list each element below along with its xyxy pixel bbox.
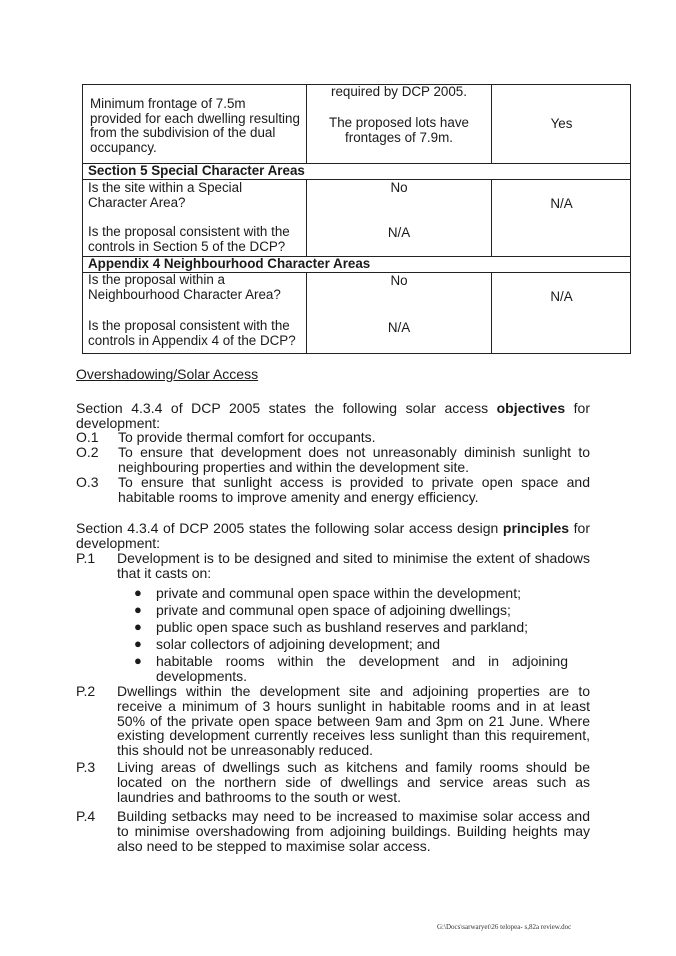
bullet-icon: ● xyxy=(134,653,142,668)
table-rule xyxy=(491,180,492,257)
objectives-intro-end: for development: xyxy=(76,400,590,431)
section5-answer-1: No xyxy=(390,180,408,195)
principles-intro-end: for development: xyxy=(76,520,590,551)
objective-number: O.3 xyxy=(76,474,99,490)
table-rule xyxy=(630,84,631,354)
table-rule xyxy=(491,84,492,164)
proposal-note: required by DCP 2005. xyxy=(331,84,467,99)
appendix4-answer-2: N/A xyxy=(387,320,411,335)
principle-number: P.3 xyxy=(76,759,96,775)
bullet-text: private and communal open space of adjoining dwellings; xyxy=(156,602,511,618)
principle-text: Building setbacks may need to be increased to maximise solar access and to minimise overshadowing from adjoining buildings. Building heights may also need to be stepped to maximise solar access. xyxy=(117,808,590,854)
objective-number: O.1 xyxy=(76,429,99,445)
section-heading: Overshadowing/Solar Access xyxy=(76,366,259,382)
objective-text: To provide thermal comfort for occupants. xyxy=(118,429,376,445)
appendix4-answer-1: No xyxy=(390,273,408,288)
bullet-text: habitable rooms within the development and in adjoining developments. xyxy=(156,653,568,684)
bullet-text: private and communal open space within the development; xyxy=(156,585,521,601)
objective-text: To ensure that sunlight access is provided to private open space and habitable rooms to improve amenity and energy efficiency. xyxy=(118,474,590,505)
section5-question-1: Is the site within a Special Character Area? xyxy=(88,180,243,210)
objective-number: O.2 xyxy=(76,444,99,460)
principle-text: Development is to be designed and sited to minimise the extent of shadows that it casts on: xyxy=(117,550,590,581)
table-rule xyxy=(306,273,307,354)
table-rule xyxy=(491,273,492,354)
objectives-intro xyxy=(76,401,590,431)
principle-number: P.4 xyxy=(76,808,96,824)
section5-question-2: Is the proposal consistent with the controls in Section 5 of the DCP? xyxy=(88,224,290,254)
bullet-text: solar collectors of adjoining development; and xyxy=(156,636,441,652)
section5-answer-2: N/A xyxy=(387,225,411,240)
principle-number: P.2 xyxy=(76,683,96,699)
appendix4-question-2: Is the proposal consistent with the controls in Appendix 4 of the DCP? xyxy=(88,318,296,348)
objective-text: To ensure that development does not unreasonably diminish sunlight to neighbouring properties and within the development site. xyxy=(118,444,590,475)
file-path-footer: G:\Docs\sarwaryet\26 telopea- s,82a review.doc xyxy=(437,923,572,931)
bullet-icon: ● xyxy=(134,585,142,600)
principles-keyword: principles xyxy=(502,520,570,536)
table-rule xyxy=(82,353,631,354)
bullet-icon: ● xyxy=(134,602,142,617)
section5-complies: N/A xyxy=(550,196,573,211)
appendix4-heading: Appendix 4 Neighbourhood Character Areas xyxy=(88,256,371,271)
objectives-keyword: objectives xyxy=(496,400,566,416)
principles-intro xyxy=(76,521,590,551)
compliance-table xyxy=(82,84,631,354)
bullet-text: public open space such as bushland reserves and parkland; xyxy=(156,619,529,635)
frontage-requirement: Minimum frontage of 7.5m provided for each dwelling resulting from the subdivision of the dual occupancy. xyxy=(90,96,300,155)
table-rule xyxy=(82,84,83,354)
section5-heading: Section 5 Special Character Areas xyxy=(88,163,305,178)
frontage-proposal: The proposed lots have frontages of 7.9m. xyxy=(329,115,469,145)
table-rule xyxy=(306,84,307,164)
objectives-intro-text: Section 4.3.4 of DCP 2005 states the following solar access xyxy=(76,400,489,416)
principle-number: P.1 xyxy=(76,550,96,566)
bullet-icon: ● xyxy=(134,619,142,634)
principle-text: Living areas of dwellings such as kitchens and family rooms should be located on the northern side of dwellings and service areas such as laundries and bathrooms to the south or west. xyxy=(117,759,590,805)
principles-intro-text: Section 4.3.4 of DCP 2005 states the following solar access design xyxy=(76,520,499,536)
frontage-complies: Yes xyxy=(550,116,573,131)
appendix4-complies: N/A xyxy=(550,289,573,304)
principle-text: Dwellings within the development site and adjoining properties are to receive a minimum of 3 hours sunlight in habitable rooms and in at least 50% of the private open space between 9am and 3pm on 21 June. Where existing development currently receives less sunlight than this requirement, this should not be unreasonably reduced. xyxy=(117,683,590,759)
table-rule xyxy=(306,180,307,257)
bullet-icon: ● xyxy=(134,636,142,651)
appendix4-question-1: Is the proposal within a Neighbourhood Character Area? xyxy=(88,272,281,302)
